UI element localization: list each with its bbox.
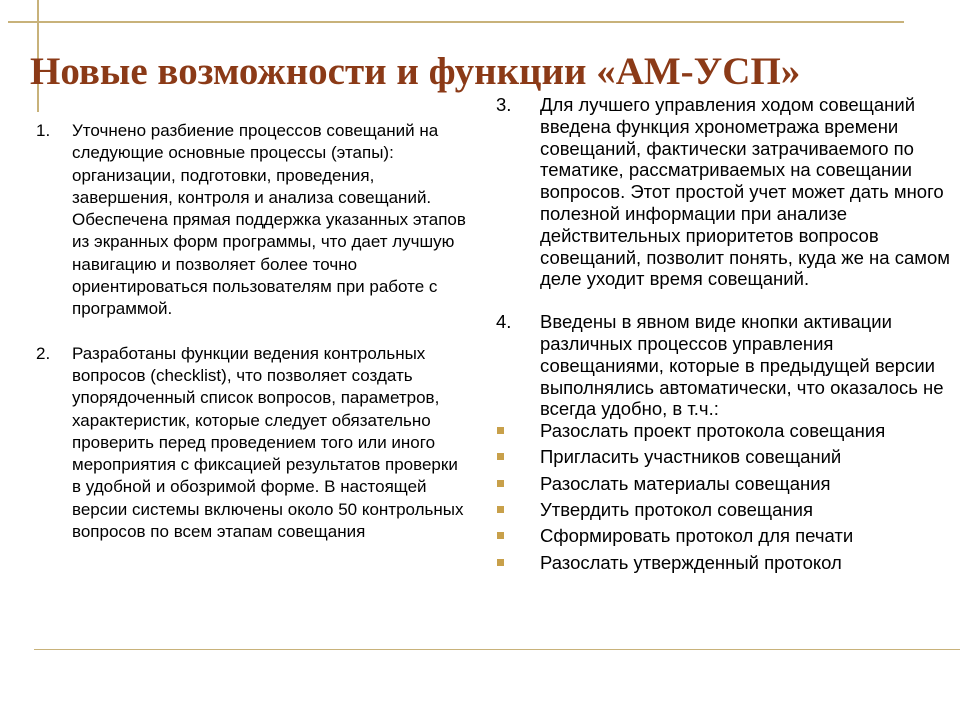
bullet-list	[496, 420, 951, 573]
bullet-item	[496, 420, 951, 442]
bullet-item	[496, 499, 951, 521]
bullet-text: Разослать утвержденный протокол	[540, 551, 842, 573]
list-item-2	[36, 343, 466, 544]
square-bullet-icon	[497, 480, 504, 487]
bullet-text: Пригласить участников совещаний	[540, 446, 842, 468]
square-bullet-icon	[497, 427, 504, 434]
square-bullet-icon	[497, 532, 504, 539]
item-text: Для лучшего управления ходом совещаний введена функция хронометража времени совещаний, фактически затрачиваемого по тематике, рассматриваемых на совещании вопросов. Этот простой учет может дать много полезной информации при анализе действительных приоритетов вопросов совещаний, позволит понять, куда же на самом деле уходит время совещаний.	[540, 94, 950, 290]
bullet-text: Разослать материалы совещания	[540, 472, 831, 494]
item-text: Введены в явном виде кнопки активации различных процессов управления совещаниями, которые в предыдущей версии выполнялись автоматически, что оказалось не всегда удобно, в т.ч.:	[540, 311, 944, 420]
bullet-text: Утвердить протокол совещания	[540, 499, 813, 521]
item-number: 4.	[496, 311, 512, 333]
bullet-item	[496, 473, 951, 495]
bullet-item	[496, 525, 951, 547]
item-number: 1.	[36, 121, 51, 140]
decorative-bottom-line	[34, 649, 960, 650]
left-column	[36, 120, 466, 543]
item-number: 2.	[36, 343, 51, 363]
square-bullet-icon	[497, 559, 504, 566]
decorative-top-line	[8, 21, 904, 23]
item-text: Уточнено разбиение процессов совещаний на следующие основные процессы (этапы): организации, подготовки, проведения, завершения, контроля и анализа совещаний. Обеспечена прямая поддержка указанных этапов из экранных форм программы, что дает лучшую навигацию и позволяет более точно ориентироваться пользователям при работе с программой.	[72, 121, 466, 319]
list-item-4	[496, 311, 951, 420]
list-item-1	[36, 120, 466, 321]
list-item-3	[496, 94, 951, 290]
bullet-item	[496, 552, 951, 574]
bullet-text: Сформировать протокол для печати	[540, 525, 854, 547]
right-column	[496, 94, 951, 578]
item-text: Разработаны функции ведения контрольных вопросов (checklist), что позволяет создать упорядоченный список вопросов, параметров, характеристик, которые следует обязательно проверить перед проведением того или иного мероприятия с фиксацией результатов проверки в удобной и обозримой форме. В настоящей версии системы включены около 50 контрольных вопросов по всем этапам совещания	[72, 343, 464, 542]
item-number: 3.	[496, 94, 512, 115]
slide-title: Новые возможности и функции «АМ-УСП»	[30, 50, 801, 93]
square-bullet-icon	[497, 453, 504, 460]
bullet-item	[496, 446, 951, 468]
bullet-text: Разослать проект протокола совещания	[540, 420, 886, 442]
square-bullet-icon	[497, 506, 504, 513]
